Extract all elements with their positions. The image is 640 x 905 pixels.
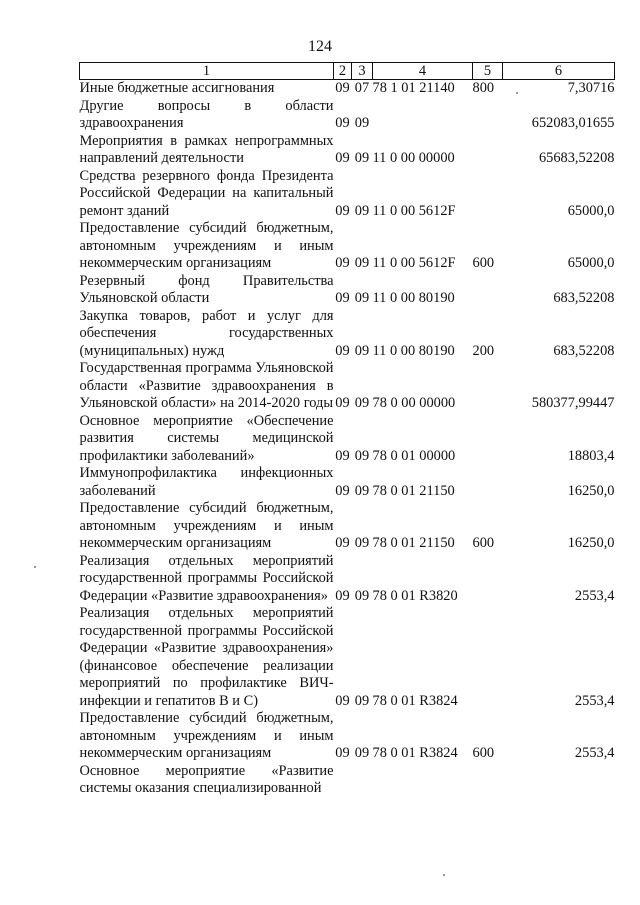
expense-type-cell: 200: [472, 342, 495, 359]
section-code-cell: 09: [335, 692, 350, 709]
section-code-cell: 09: [335, 202, 350, 219]
expense-type-cell: [473, 763, 503, 798]
table-row: [80, 133, 615, 168]
expense-type-cell: [473, 553, 503, 606]
expense-type-cell: [473, 465, 503, 500]
target-article-cell: 11 0 00 5612F: [372, 255, 456, 271]
section-code-cell: 09: [335, 80, 350, 96]
target-article-cell: 78 0 01 00000: [372, 447, 456, 464]
row-name-cell: Предоставление субсидий бюджетным, автономным учреждениям и иным некоммерческим организациям: [79, 500, 334, 551]
target-article-cell: 78 0 01 R3820: [372, 587, 458, 604]
table-row: [80, 413, 615, 466]
scan-speck: [34, 566, 36, 568]
amount-cell: 7,30716: [567, 80, 615, 96]
table-row: [80, 168, 615, 221]
amount-cell: [503, 763, 615, 798]
row-name-cell: Резервный фонд Правительства Ульяновской области: [79, 272, 334, 306]
amount-cell: 580377,99447: [531, 395, 615, 411]
section-code-cell: 09: [335, 255, 350, 271]
target-article-cell: 78 0 01 21150: [372, 482, 455, 499]
subsection-code-cell: 09: [354, 115, 370, 131]
expense-type-cell: [473, 605, 503, 710]
section-code-cell: 09: [335, 482, 350, 499]
target-article-cell: [373, 98, 473, 133]
amount-cell: 683,52208: [553, 290, 615, 306]
table-row: [80, 710, 615, 763]
section-code-cell: 09: [335, 290, 350, 306]
amount-cell: 2553,4: [574, 587, 615, 604]
subsection-code-cell: 09: [354, 535, 370, 551]
table-row: [80, 500, 615, 553]
amount-cell: 652083,01655: [531, 115, 615, 131]
section-code-cell: 09: [335, 150, 350, 166]
table-row: [80, 273, 615, 308]
subsection-code-cell: [352, 763, 373, 798]
row-name-cell: Реализация отдельных мероприятий государственной программы Российской Федерации «Развитие здравоохранения» (финансовое обеспечение реализации мероприятий по профилактике ВИЧ-инфекции и гепатитов В и С): [79, 605, 334, 709]
expense-type-cell: [473, 273, 503, 308]
expense-type-cell: 800: [472, 80, 495, 96]
expense-type-cell: 600: [472, 745, 495, 761]
subsection-code-cell: 09: [354, 587, 370, 604]
amount-cell: 65683,52208: [538, 150, 615, 166]
table-row: [80, 360, 615, 413]
row-name-cell: Другие вопросы в области здравоохранения: [79, 97, 334, 131]
expense-type-cell: [473, 133, 503, 168]
table-row: [80, 308, 615, 361]
target-article-cell: [373, 763, 473, 798]
row-name-cell: Реализация отдельных мероприятий государственной программы Российской Федерации «Развитие здравоохранения»: [79, 552, 334, 604]
row-name-cell: Закупка товаров, работ и услуг для обеспечения государственных (муниципальных) нужд: [79, 307, 334, 359]
table-row: [80, 80, 615, 98]
table-row: [80, 763, 615, 798]
column-header: 5: [473, 63, 503, 80]
row-name-cell: Основное мероприятие «Обеспечение развития системы медицинской профилактики заболеваний»: [79, 412, 334, 464]
amount-cell: 65000,0: [567, 255, 615, 271]
table-row: [80, 98, 615, 133]
amount-cell: 683,52208: [553, 342, 615, 359]
column-header: 4: [373, 63, 473, 80]
subsection-code-cell: 09: [354, 447, 370, 464]
row-name-cell: Предоставление субсидий бюджетным, автономным учреждениям и иным некоммерческим организациям: [79, 220, 334, 271]
target-article-cell: 78 0 01 21150: [372, 535, 455, 551]
target-article-cell: 78 1 01 21140: [372, 80, 455, 96]
scan-speck: [443, 874, 445, 876]
subsection-code-cell: 09: [354, 202, 370, 219]
subsection-code-cell: 09: [354, 692, 370, 709]
section-code-cell: 09: [335, 115, 350, 131]
subsection-code-cell: 09: [354, 255, 370, 271]
scan-speck: [516, 92, 518, 94]
column-header: 2: [334, 63, 352, 80]
subsection-code-cell: 07: [354, 80, 370, 96]
target-article-cell: 78 0 01 R3824: [372, 692, 458, 709]
table-header-row: [80, 63, 615, 80]
column-header: 3: [352, 63, 373, 80]
subsection-code-cell: 09: [354, 395, 370, 411]
row-name-cell: Основное мероприятие «Развитие системы оказания специализированной: [79, 762, 334, 796]
section-code-cell: 09: [335, 395, 350, 411]
section-code-cell: 09: [335, 447, 350, 464]
expense-type-cell: [473, 168, 503, 221]
row-name-cell: Иные бюджетные ассигнования: [79, 80, 275, 96]
section-code-cell: 09: [335, 535, 350, 551]
budget-table: [79, 62, 615, 798]
amount-cell: 18803,4: [567, 447, 615, 464]
target-article-cell: 78 0 00 00000: [372, 395, 456, 411]
table-row: [80, 220, 615, 273]
table-row: [80, 465, 615, 500]
row-name-cell: Средства резервного фонда Президента Российской Федерации на капитальный ремонт зданий: [79, 167, 334, 219]
row-name-cell: Предоставление субсидий бюджетным, автономным учреждениям и иным некоммерческим организациям: [79, 710, 334, 761]
subsection-code-cell: 09: [354, 150, 370, 166]
row-name-cell: Государственная программа Ульяновской области «Развитие здравоохранения в Ульяновской области» на 2014-2020 годы: [79, 360, 334, 411]
target-article-cell: 11 0 00 00000: [372, 150, 455, 166]
subsection-code-cell: 09: [354, 745, 370, 761]
section-code-cell: 09: [335, 745, 350, 761]
target-article-cell: 78 0 01 R3824: [372, 745, 458, 761]
target-article-cell: 11 0 00 5612F: [372, 202, 456, 219]
page-number: 124: [308, 38, 332, 55]
column-header: 6: [503, 63, 615, 80]
amount-cell: 2553,4: [574, 745, 615, 761]
subsection-code-cell: 09: [354, 290, 370, 306]
target-article-cell: 11 0 00 80190: [372, 342, 455, 359]
table-row: [80, 553, 615, 606]
amount-cell: 16250,0: [567, 535, 615, 551]
row-name-cell: Иммунопрофилактика инфекционных заболеваний: [79, 465, 334, 499]
amount-cell: 16250,0: [567, 482, 615, 499]
column-header: 1: [80, 63, 334, 80]
target-article-cell: 11 0 00 80190: [372, 290, 455, 306]
row-name-cell: Мероприятия в рамках непрограммных направлений деятельности: [79, 132, 334, 166]
expense-type-cell: 600: [472, 535, 495, 551]
table-row: [80, 605, 615, 710]
expense-type-cell: [473, 360, 503, 413]
expense-type-cell: [473, 98, 503, 133]
expense-type-cell: [473, 413, 503, 466]
amount-cell: 2553,4: [574, 692, 615, 709]
expense-type-cell: 600: [472, 255, 495, 271]
section-code-cell: 09: [335, 587, 350, 604]
subsection-code-cell: 09: [354, 482, 370, 499]
subsection-code-cell: 09: [354, 342, 370, 359]
section-code-cell: [334, 763, 352, 798]
section-code-cell: 09: [335, 342, 350, 359]
amount-cell: 65000,0: [567, 202, 615, 219]
